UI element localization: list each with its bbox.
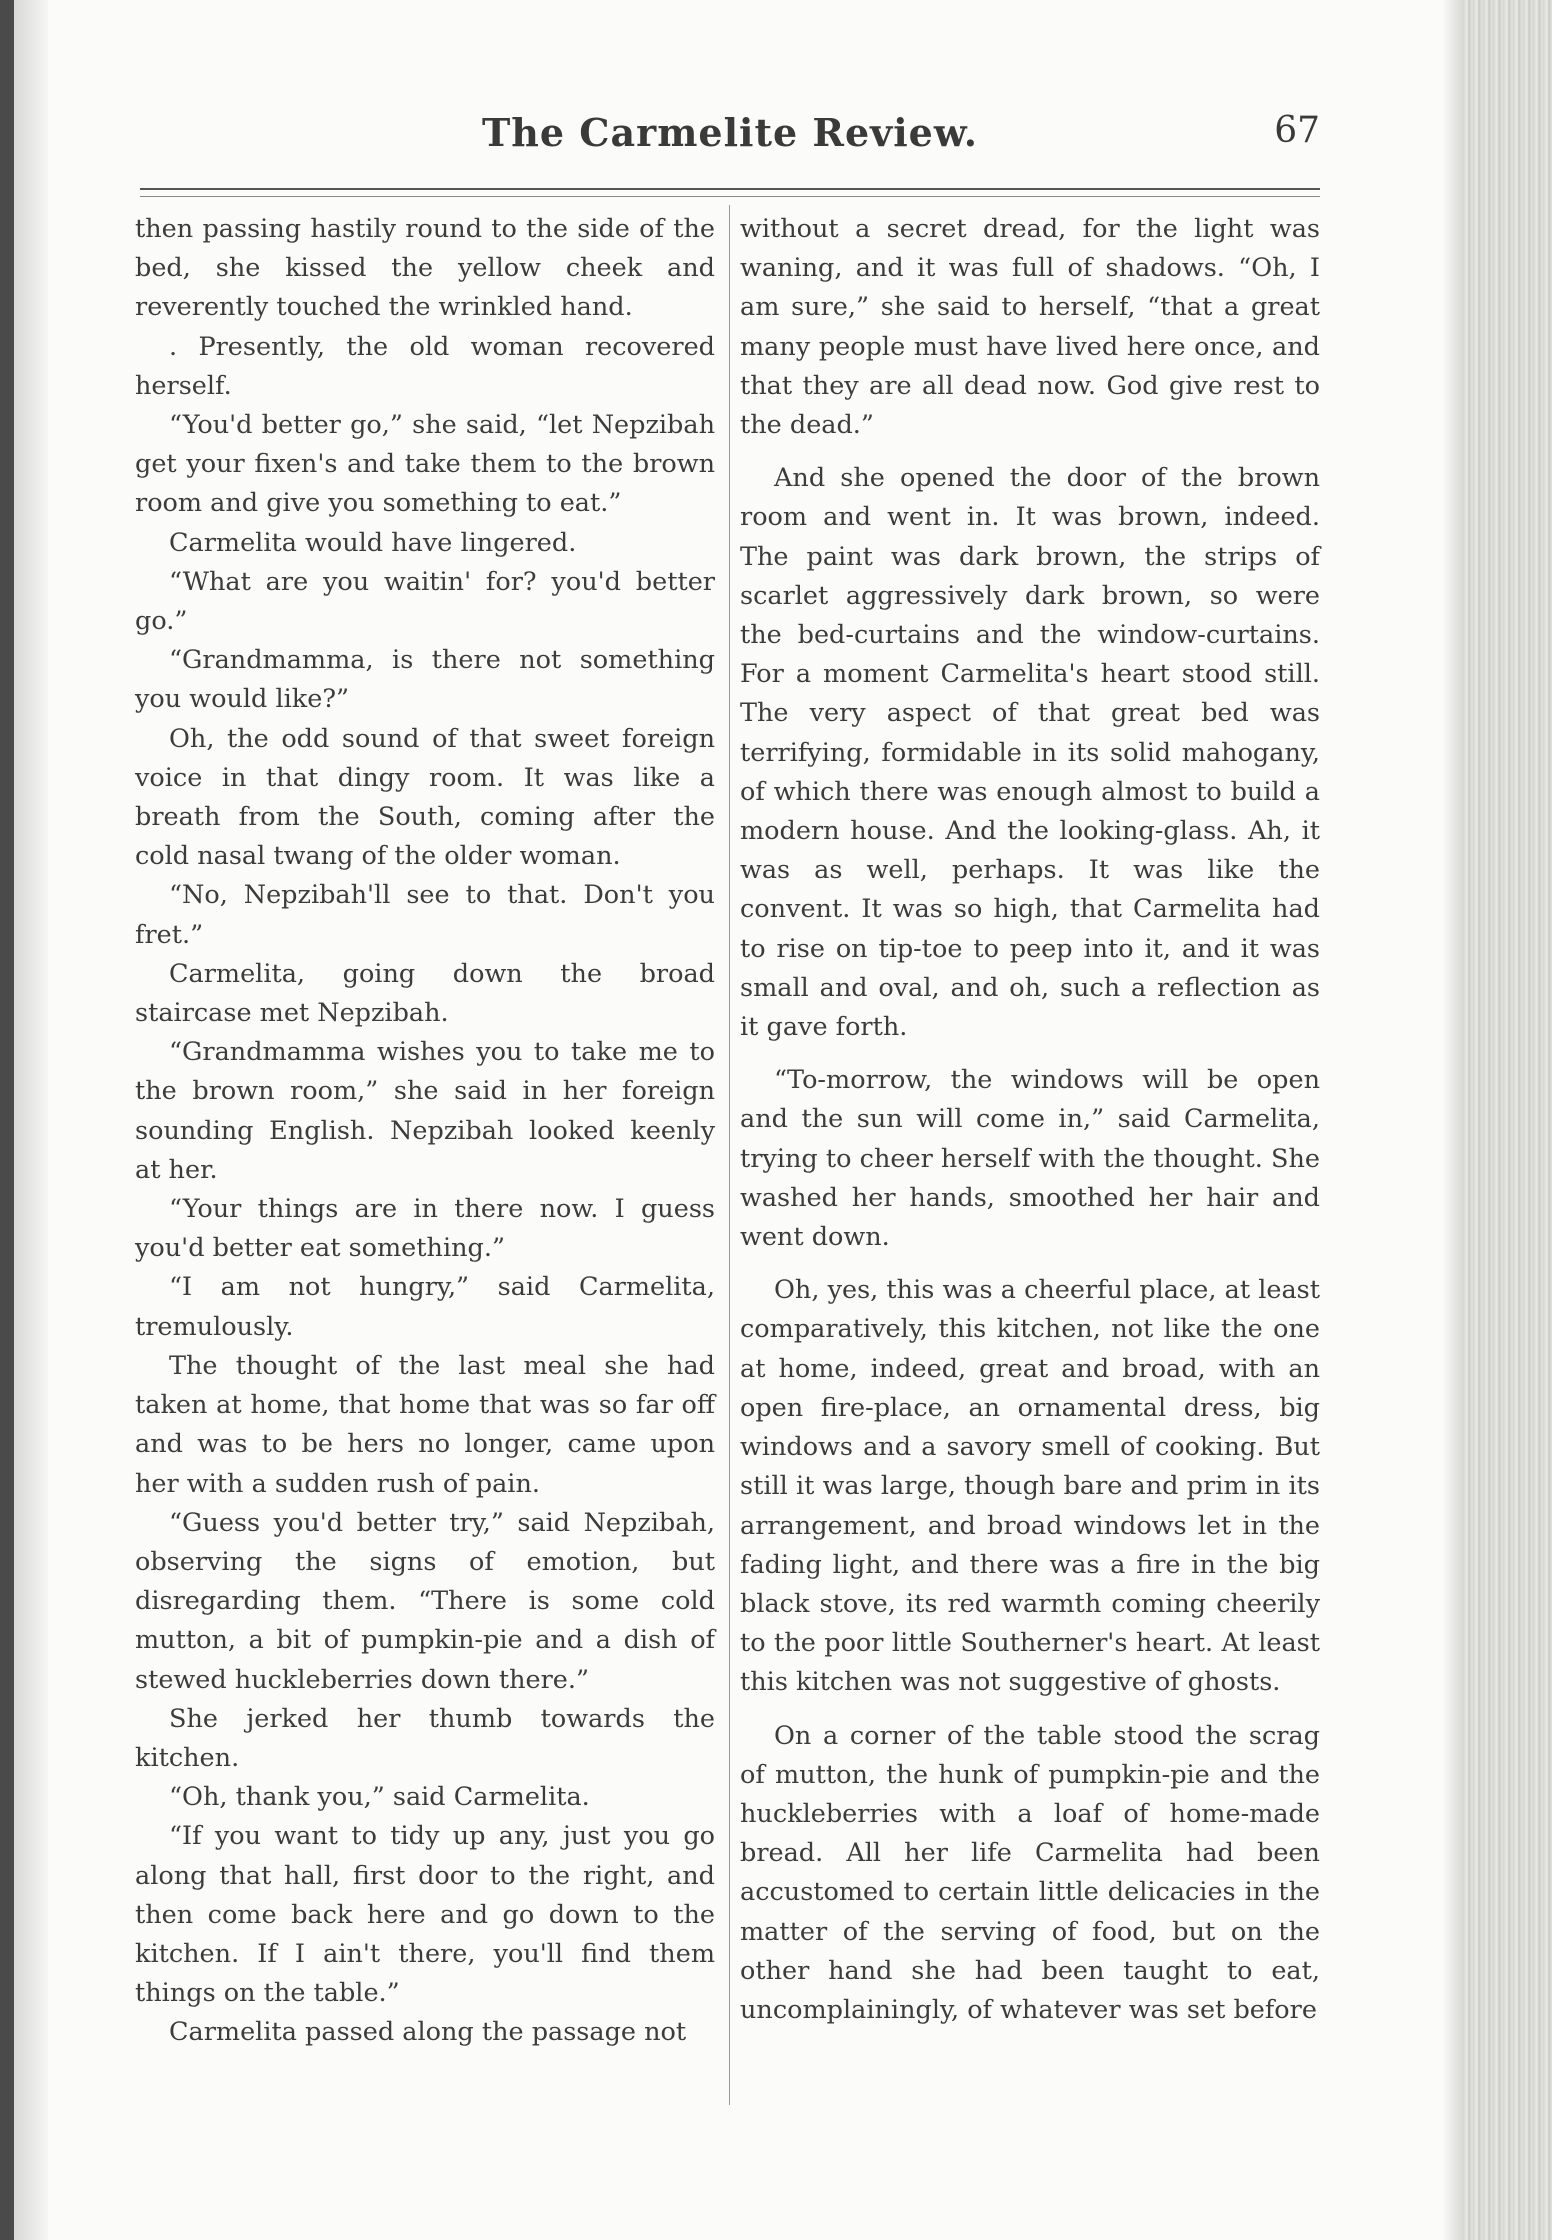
paragraph: “If you want to tidy up any, just you go along that hall, first door to the right, and then come back here and go down to the kitchen. If I ain't there, you'll find them things on the table.”	[135, 1821, 715, 2009]
paragraph: “Oh, thank you,” said Carmelita.	[169, 1782, 590, 1813]
header-rule-thin	[140, 196, 1320, 197]
paragraph: “Your things are in there now. I guess you'd better eat something.”	[135, 1194, 715, 1264]
scan-edge-left	[0, 0, 14, 2240]
paragraph: then passing hastily round to the side of the bed, she kissed the yellow cheek and reverently touched the wrinkled hand.	[135, 214, 715, 323]
paragraph: Oh, the odd sound of that sweet foreign voice in that dingy room. It was like a breath from the South, coming after the cold nasal twang of the older woman.	[135, 723, 715, 872]
page-stack-edge	[1464, 0, 1552, 2240]
paragraph: The thought of the last meal she had taken at home, that home that was so far off and was to be hers no longer, came upon her with a sudden rush of pain.	[135, 1350, 715, 1499]
paragraph: Carmelita would have lingered.	[169, 527, 577, 558]
paragraph: “I am not hungry,” said Carmelita, tremulously.	[135, 1272, 715, 1342]
paragraph: “No, Nepzibah'll see to that. Don't you fret.”	[135, 880, 715, 950]
paragraph: “What are you waitin' for? you'd better go.”	[135, 566, 715, 637]
paragraph: . Presently, the old woman recovered herself.	[135, 331, 715, 401]
scan-gutter-left	[14, 0, 48, 2240]
paragraph: “Grandmamma, is there not something you would like?”	[135, 645, 715, 715]
paragraph: without a secret dread, for the light was waning, and it was full of shadows. “Oh, I am sure,” she said to herself, “that a great many people must have lived here once, and that they are all dead now. God give rest to the dead.”	[740, 214, 1320, 441]
column-divider	[729, 205, 730, 2105]
paragraph: “Grandmamma wishes you to take me to the brown room,” she said in her foreign sounding English. Nepzibah looked keenly at her.	[135, 1037, 715, 1185]
page-number: 67	[1274, 110, 1320, 151]
header-rule	[140, 188, 1320, 190]
paragraph: “To-morrow, the windows will be open and the sun will come in,” said Carmelita, trying to cheer herself with the thought. She washed her hands, smoothed her hair and went down.	[740, 1065, 1320, 1253]
paragraph: Carmelita, going down the broad staircase met Nepzibah.	[135, 958, 715, 1029]
paragraph: And she opened the door of the brown room and went in. It was brown, indeed. The paint was dark brown, the strips of scarlet aggressively dark brown, so were the bed-curtains and the window-curtains. For a moment Carmelita's heart stood still. The very aspect of that great bed was terrifying, formidable in its solid mahogany, of which there was enough almost to build a modern house. And the looking-glass. Ah, it was as well, perhaps. It was like the convent. It was so high, that Carmelita had to rise on tip-toe to peep into it, and it was small and oval, and oh, such a reflection as it gave forth.	[740, 463, 1320, 1043]
paragraph: On a corner of the table stood the scrag of mutton, the hunk of pumpkin-pie and the huckleberries with a loaf of home-made bread. All her life Carmelita had been accustomed to certain little delicacies in the matter of the serving of food, but on the other hand she had been taught to eat, uncomplainingly, of whatever was set before	[740, 1720, 1320, 2025]
paragraph: “You'd better go,” she said, “let Nepzibah get your fixen's and take them to the brown room and give you something to eat.”	[135, 410, 715, 519]
paragraph: Oh, yes, this was a cheerful place, at least comparatively, this kitchen, not like the one at home, indeed, great and broad, with an open fire-place, an ornamental dress, big windows and a savory smell of cooking. But still it was large, though bare and prim in its arrangement, and broad windows let in the fading light, and there was a fire in the big black stove, its red warmth coming cheerily to the poor little Southerner's heart. At least this kitchen was not suggestive of ghosts.	[740, 1275, 1320, 1698]
running-header	[140, 110, 1320, 180]
paragraph: She jerked her thumb towards the kitchen.	[135, 1703, 715, 1773]
journal-title: The Carmelite Review.	[482, 110, 978, 155]
left-column	[135, 210, 715, 2053]
paragraph: Carmelita passed along the passage not	[169, 2017, 687, 2048]
right-column	[740, 210, 1320, 2030]
paragraph: “Guess you'd better try,” said Nepzibah, observing the signs of emotion, but disregarding them. “There is some cold mutton, a bit of pumpkin-pie and a dish of stewed huckleberries down there.”	[135, 1507, 715, 1695]
page-fold-shadow	[1442, 0, 1464, 2240]
